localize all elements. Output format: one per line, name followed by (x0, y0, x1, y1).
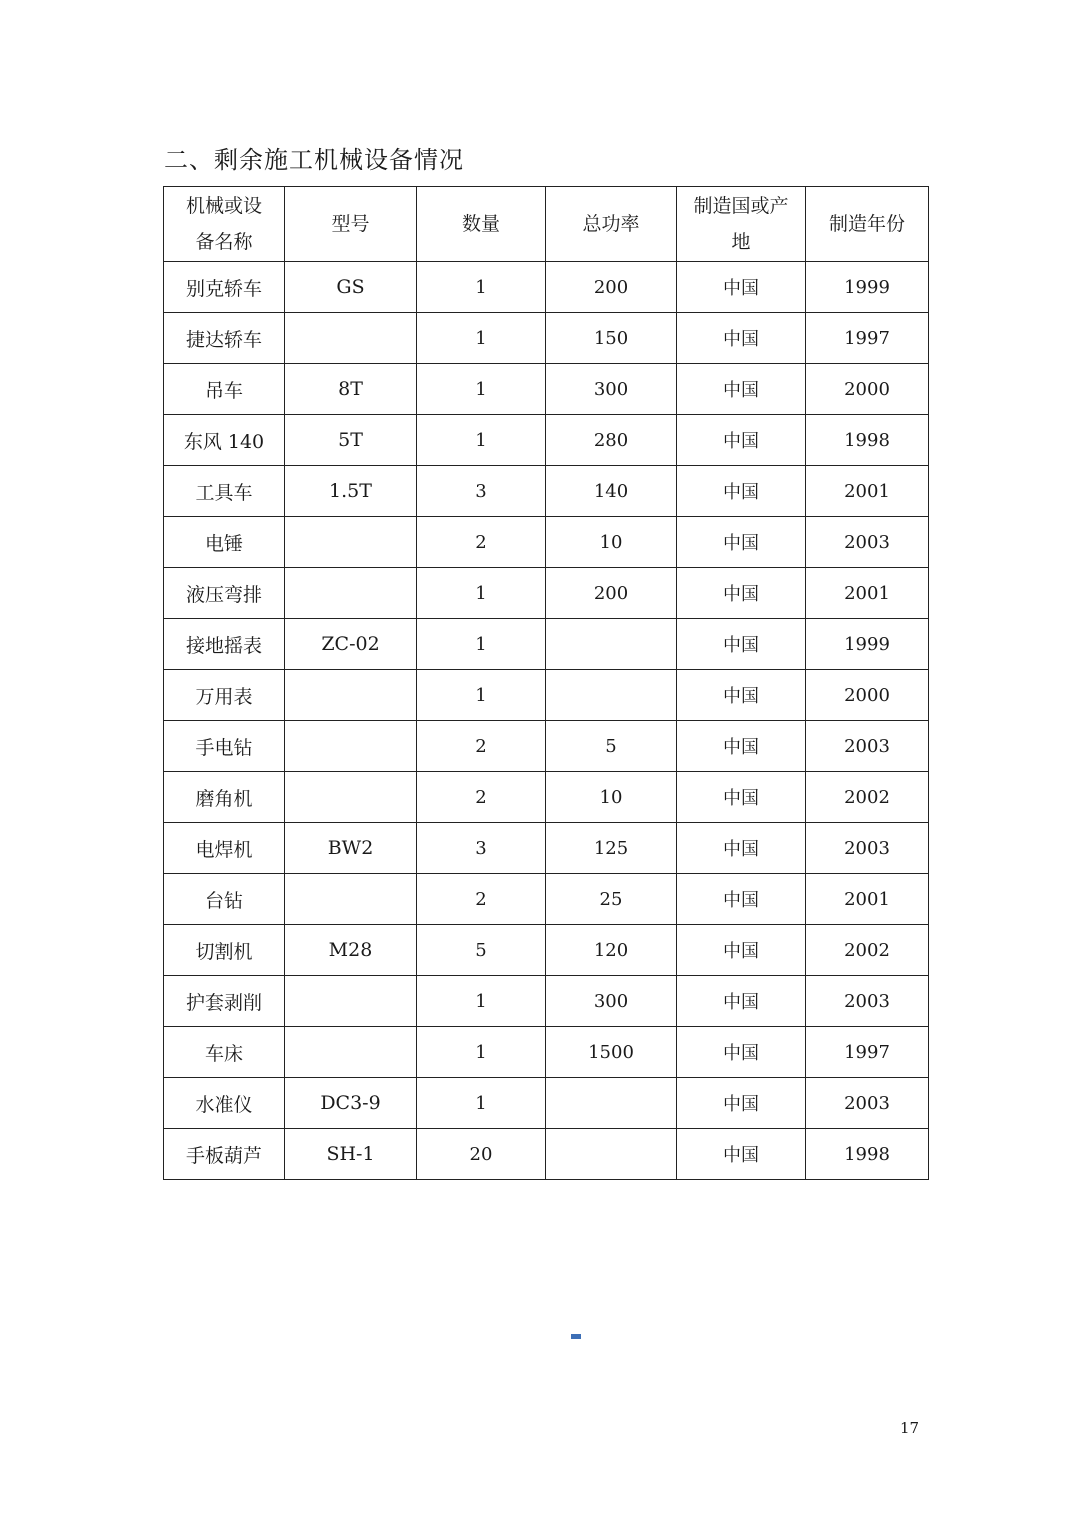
column-header-name: 机械或设备名称 (164, 187, 285, 262)
table-row (164, 670, 929, 721)
year-cell: 2003 (806, 1078, 929, 1129)
origin-cell: 中国 (677, 1078, 806, 1129)
quantity-cell: 1 (417, 568, 546, 619)
power-cell: 125 (546, 823, 677, 874)
column-header-origin: 制造国或产地 (677, 187, 806, 262)
equipment-name-cell: 捷达轿车 (164, 313, 285, 364)
table-row (164, 415, 929, 466)
origin-cell: 中国 (677, 823, 806, 874)
quantity-cell: 2 (417, 874, 546, 925)
power-cell: 200 (546, 262, 677, 313)
quantity-cell: 1 (417, 619, 546, 670)
origin-cell: 中国 (677, 517, 806, 568)
equipment-name-cell: 接地摇表 (164, 619, 285, 670)
model-cell (285, 772, 417, 823)
equipment-name-cell: 东风 140 (164, 415, 285, 466)
year-cell: 1999 (806, 619, 929, 670)
origin-cell: 中国 (677, 925, 806, 976)
origin-cell: 中国 (677, 1027, 806, 1078)
page-title: 二、剩余施工机械设备情况 (164, 146, 464, 174)
quantity-cell: 1 (417, 1078, 546, 1129)
equipment-name-cell: 工具车 (164, 466, 285, 517)
table-row (164, 1129, 929, 1180)
column-header-model: 型号 (285, 187, 417, 262)
model-cell (285, 721, 417, 772)
power-cell: 5 (546, 721, 677, 772)
model-cell: SH-1 (285, 1129, 417, 1180)
year-cell: 1997 (806, 1027, 929, 1078)
quantity-cell: 1 (417, 364, 546, 415)
year-cell: 2000 (806, 364, 929, 415)
table-row (164, 976, 929, 1027)
origin-cell: 中国 (677, 772, 806, 823)
equipment-name-cell: 护套剥削 (164, 976, 285, 1027)
origin-cell: 中国 (677, 313, 806, 364)
table-row (164, 466, 929, 517)
model-cell: BW2 (285, 823, 417, 874)
model-cell (285, 874, 417, 925)
table-row (164, 364, 929, 415)
power-cell: 25 (546, 874, 677, 925)
quantity-cell: 1 (417, 313, 546, 364)
equipment-name-cell: 电锤 (164, 517, 285, 568)
model-cell (285, 517, 417, 568)
quantity-cell: 2 (417, 517, 546, 568)
year-cell: 2001 (806, 466, 929, 517)
model-cell: DC3-9 (285, 1078, 417, 1129)
model-cell (285, 976, 417, 1027)
equipment-name-cell: 磨角机 (164, 772, 285, 823)
blue-mark (571, 1334, 581, 1339)
power-cell: 200 (546, 568, 677, 619)
equipment-name-cell: 吊车 (164, 364, 285, 415)
equipment-name-cell: 别克轿车 (164, 262, 285, 313)
quantity-cell: 1 (417, 976, 546, 1027)
quantity-cell: 1 (417, 415, 546, 466)
power-cell: 300 (546, 364, 677, 415)
year-cell: 1997 (806, 313, 929, 364)
model-cell: M28 (285, 925, 417, 976)
origin-cell: 中国 (677, 670, 806, 721)
origin-cell: 中国 (677, 364, 806, 415)
table-row (164, 874, 929, 925)
year-cell: 1998 (806, 1129, 929, 1180)
table-row (164, 517, 929, 568)
quantity-cell: 20 (417, 1129, 546, 1180)
power-cell (546, 1129, 677, 1180)
equipment-name-cell: 手电钻 (164, 721, 285, 772)
year-cell: 2003 (806, 517, 929, 568)
year-cell: 2000 (806, 670, 929, 721)
model-cell: 5T (285, 415, 417, 466)
table-row (164, 772, 929, 823)
table-row (164, 925, 929, 976)
table-row (164, 313, 929, 364)
quantity-cell: 3 (417, 823, 546, 874)
power-cell (546, 1078, 677, 1129)
model-cell (285, 1027, 417, 1078)
origin-cell: 中国 (677, 262, 806, 313)
origin-cell: 中国 (677, 415, 806, 466)
equipment-name-cell: 水准仪 (164, 1078, 285, 1129)
year-cell: 1998 (806, 415, 929, 466)
origin-cell: 中国 (677, 1129, 806, 1180)
page-number: 17 (900, 1419, 920, 1437)
year-cell: 2001 (806, 568, 929, 619)
quantity-cell: 1 (417, 262, 546, 313)
year-cell: 1999 (806, 262, 929, 313)
model-cell: GS (285, 262, 417, 313)
equipment-name-cell: 切割机 (164, 925, 285, 976)
column-header-power: 总功率 (546, 187, 677, 262)
year-cell: 2003 (806, 823, 929, 874)
power-cell: 10 (546, 772, 677, 823)
model-cell (285, 670, 417, 721)
origin-cell: 中国 (677, 874, 806, 925)
equipment-table (163, 186, 929, 1180)
quantity-cell: 1 (417, 1027, 546, 1078)
year-cell: 2002 (806, 772, 929, 823)
year-cell: 2003 (806, 976, 929, 1027)
quantity-cell: 5 (417, 925, 546, 976)
origin-cell: 中国 (677, 619, 806, 670)
column-header-year: 制造年份 (806, 187, 929, 262)
model-cell: 1.5T (285, 466, 417, 517)
power-cell (546, 670, 677, 721)
table-row (164, 568, 929, 619)
equipment-name-cell: 万用表 (164, 670, 285, 721)
table-row (164, 1027, 929, 1078)
table-row (164, 721, 929, 772)
equipment-name-cell: 手板葫芦 (164, 1129, 285, 1180)
column-header-quantity: 数量 (417, 187, 546, 262)
year-cell: 2003 (806, 721, 929, 772)
table-row (164, 619, 929, 670)
model-cell (285, 313, 417, 364)
power-cell (546, 619, 677, 670)
power-cell: 150 (546, 313, 677, 364)
power-cell: 1500 (546, 1027, 677, 1078)
model-cell: ZC-02 (285, 619, 417, 670)
quantity-cell: 2 (417, 772, 546, 823)
quantity-cell: 3 (417, 466, 546, 517)
power-cell: 300 (546, 976, 677, 1027)
model-cell: 8T (285, 364, 417, 415)
origin-cell: 中国 (677, 976, 806, 1027)
table-row (164, 1078, 929, 1129)
quantity-cell: 1 (417, 670, 546, 721)
year-cell: 2002 (806, 925, 929, 976)
quantity-cell: 2 (417, 721, 546, 772)
equipment-name-cell: 液压弯排 (164, 568, 285, 619)
power-cell: 10 (546, 517, 677, 568)
equipment-name-cell: 车床 (164, 1027, 285, 1078)
table-header-row (164, 187, 929, 262)
origin-cell: 中国 (677, 721, 806, 772)
model-cell (285, 568, 417, 619)
power-cell: 140 (546, 466, 677, 517)
origin-cell: 中国 (677, 466, 806, 517)
equipment-name-cell: 台钻 (164, 874, 285, 925)
table-row (164, 262, 929, 313)
equipment-name-cell: 电焊机 (164, 823, 285, 874)
year-cell: 2001 (806, 874, 929, 925)
origin-cell: 中国 (677, 568, 806, 619)
power-cell: 120 (546, 925, 677, 976)
power-cell: 280 (546, 415, 677, 466)
table-row (164, 823, 929, 874)
